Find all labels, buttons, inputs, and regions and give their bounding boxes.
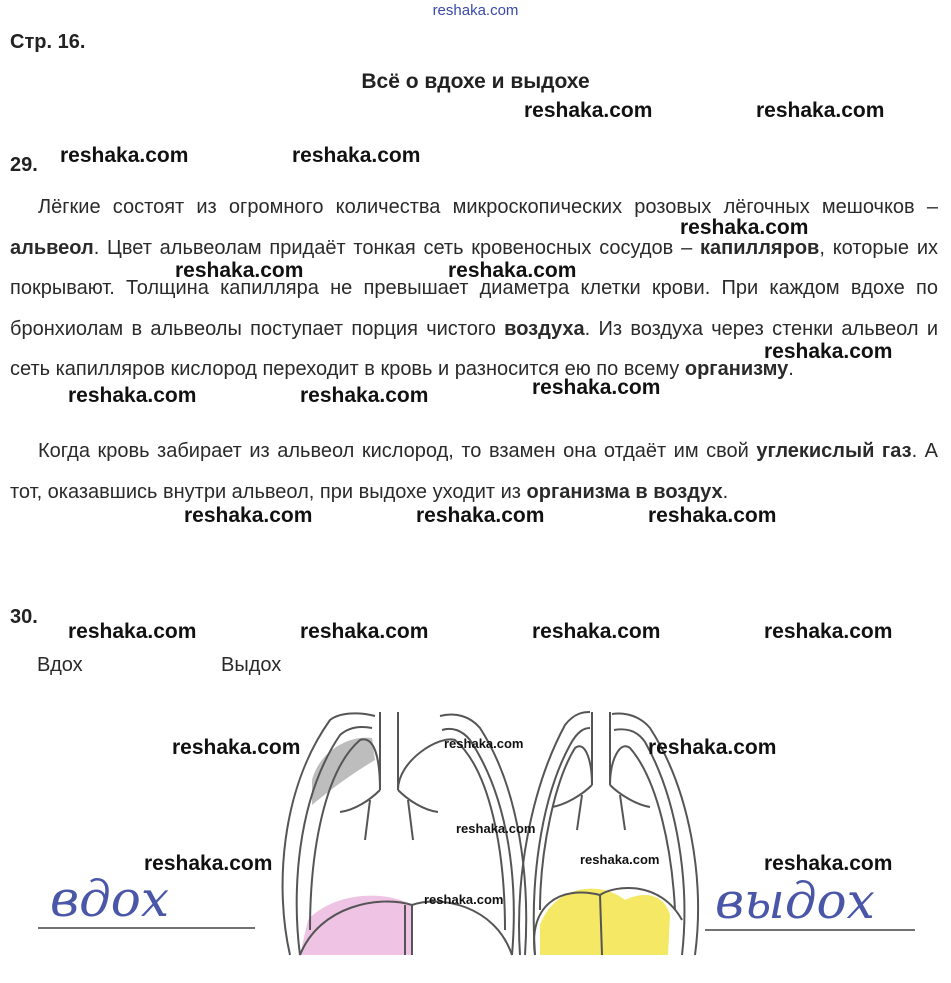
page-title: Всё о вдохе и выдохе xyxy=(361,70,590,93)
watermark: reshaka.com xyxy=(416,504,545,527)
watermark: reshaka.com xyxy=(68,384,197,407)
watermark: reshaka.com xyxy=(300,384,429,407)
bold-term: альвеол xyxy=(10,236,94,259)
text-run: . xyxy=(788,358,794,380)
watermark: reshaka.com xyxy=(680,216,809,239)
watermark: reshaka.com xyxy=(532,376,661,399)
text-run: . Из воздуха через стенки альвеол и сеть капилляров кислород переходит в кровь и разносится ею по всему xyxy=(10,317,938,380)
watermark: reshaka.com xyxy=(456,821,536,836)
text-run: . xyxy=(722,480,729,503)
text-run: Когда кровь забирает из альвеол кислород, то взамен она отдаёт им свой xyxy=(38,440,757,462)
text-run: . А тот, оказавшись внутри альвеол, при выдохе уходит из xyxy=(10,440,938,503)
watermark: reshaka.com xyxy=(448,259,577,282)
bold-term: капилляров xyxy=(700,236,820,259)
bold-term: воздуха xyxy=(504,317,585,340)
watermark: reshaka.com xyxy=(648,504,777,527)
handwritten-exhale: выдох xyxy=(715,872,875,930)
page-reference: Стр. 16. xyxy=(10,31,86,53)
watermark: reshaka.com xyxy=(175,259,304,282)
label-exhale: Выдох xyxy=(221,654,282,676)
watermark: reshaka.com xyxy=(300,620,429,643)
bold-term: организма в воздух xyxy=(526,480,723,503)
text-run: . Цвет альвеолам придаёт тонкая сеть кровеносных сосудов – xyxy=(93,236,701,259)
watermark: reshaka.com xyxy=(532,620,661,643)
task-30-number: 30. xyxy=(10,606,38,628)
bold-term: организму xyxy=(684,358,789,380)
watermark: reshaka.com xyxy=(648,736,777,759)
task-29-number: 29. xyxy=(10,154,38,176)
text-run: , которые их покрывают. Толщина капилляра не превышает диаметра клетки крови. При каждом вдохе по бронхиолам в альвеолы поступает порция чистого xyxy=(10,236,938,340)
watermark: reshaka.com xyxy=(764,852,893,875)
watermark: reshaka.com xyxy=(580,852,660,867)
watermark: reshaka.com xyxy=(60,144,189,167)
watermark: reshaka.com xyxy=(172,736,301,759)
watermark: reshaka.com xyxy=(68,620,197,643)
watermark: reshaka.com xyxy=(144,852,273,875)
watermark: reshaka.com xyxy=(764,620,893,643)
watermark: reshaka.com xyxy=(524,99,653,122)
handwritten-inhale: вдох xyxy=(50,870,170,928)
label-inhale: Вдох xyxy=(37,654,83,676)
watermark: reshaka.com xyxy=(424,892,504,907)
watermark: reshaka.com xyxy=(292,144,421,167)
text-run: Лёгкие состоят из огромного количества микроскопических розовых лёгочных мешочков – xyxy=(38,196,938,218)
watermark: reshaka.com xyxy=(756,99,885,122)
watermark: reshaka.com xyxy=(184,504,313,527)
watermark: reshaka.com xyxy=(764,340,893,363)
watermark: reshaka.com xyxy=(444,736,524,751)
site-link[interactable]: reshaka.com xyxy=(432,2,519,19)
bold-term: углекислый газ xyxy=(756,440,912,462)
